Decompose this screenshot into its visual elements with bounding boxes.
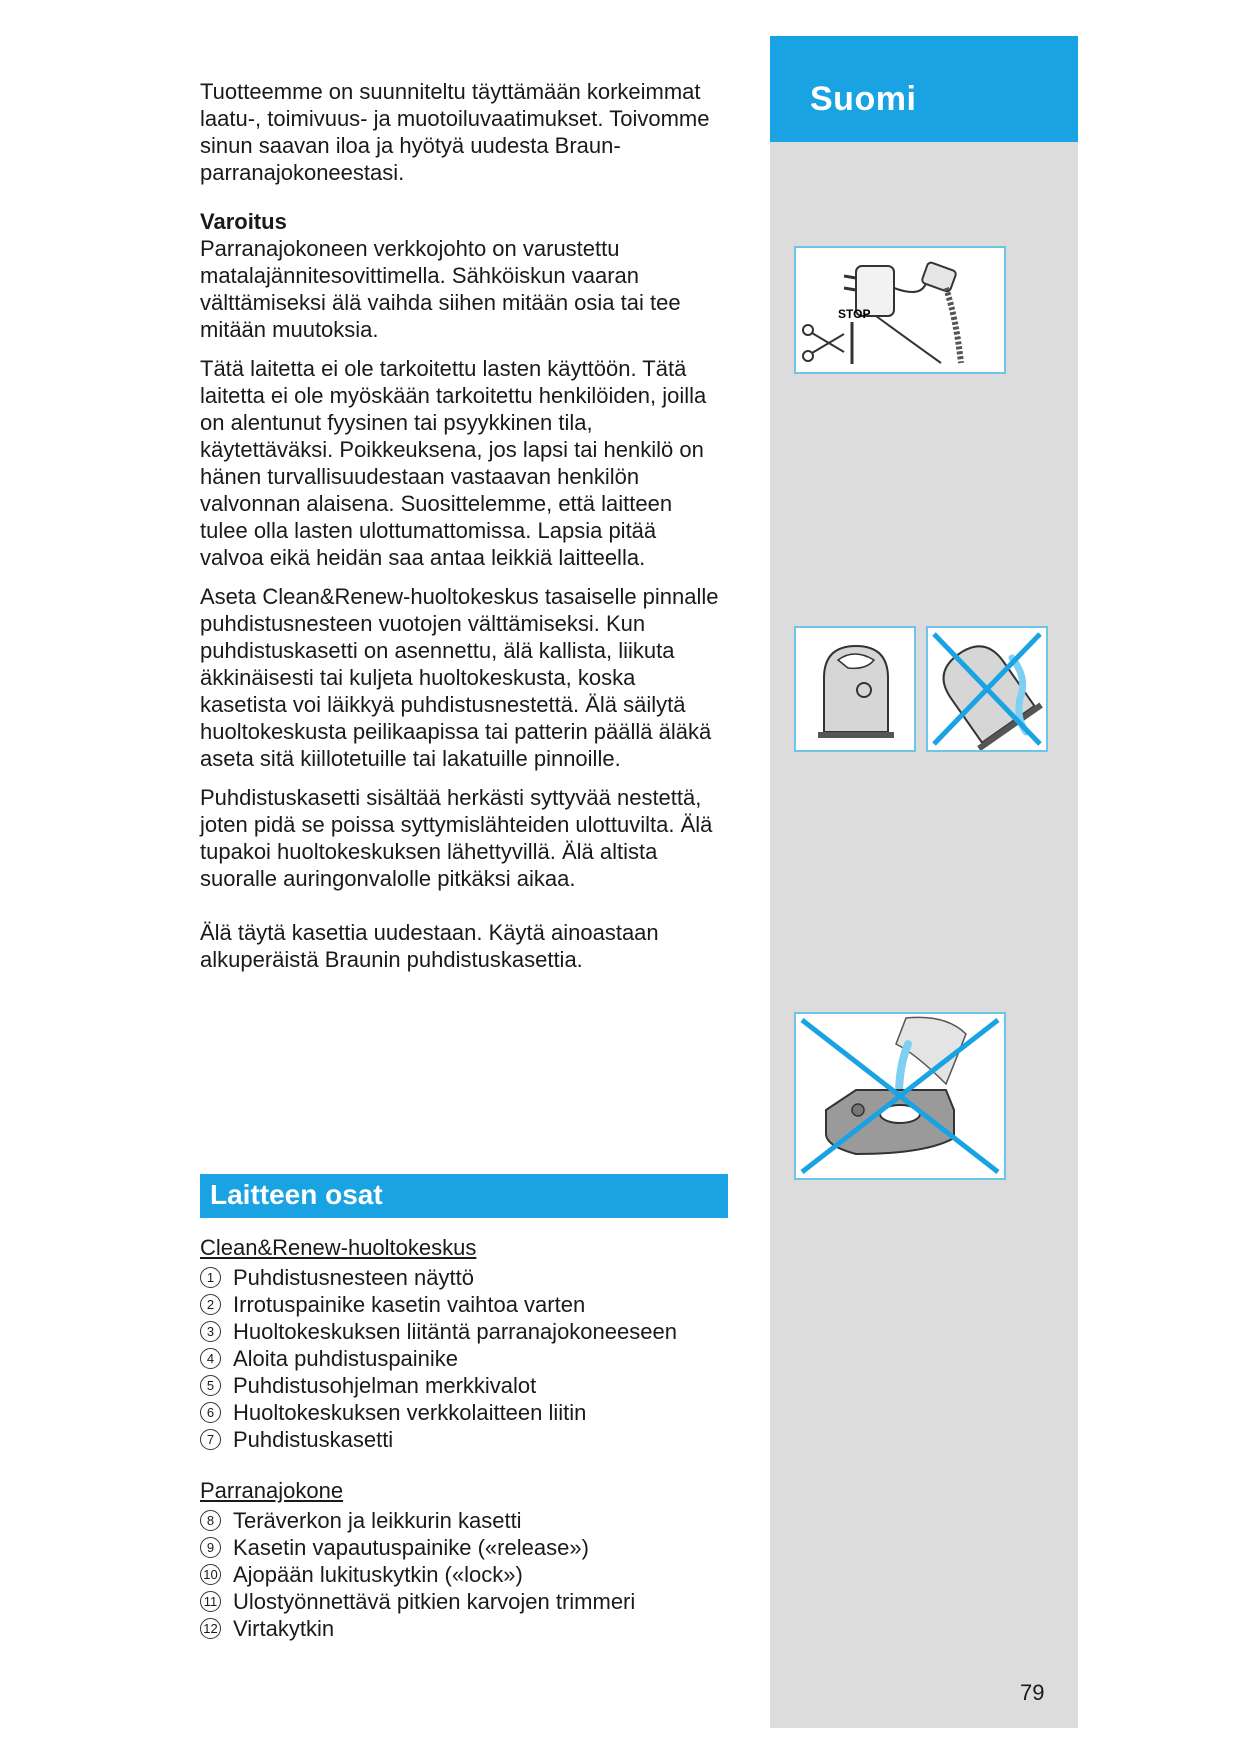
warning-paragraph-placement: Aseta Clean&Renew-huoltokeskus tasaiselle pinnalle puhdistusnesteen vuotojen välttämiseksi. Kun puhdistuskasetti on asennettu, älä kallista, liikuta äkkinäisesti tai kuljeta huoltokeskusta, koska kasetista voi läikkyä puhdistusnestettä. Älä säilytä huoltokeskusta peilikaapissa tai patterin päällä äläkä aseta sitä kiillotetuille tai lakatuille pinnoille. (200, 584, 719, 771)
list-item (200, 1372, 740, 1399)
sidebar (770, 36, 1078, 1728)
stop-label: STOP (838, 307, 871, 321)
list-item (200, 1318, 740, 1345)
item-number: 9 (200, 1537, 221, 1558)
main-text-column (200, 78, 740, 973)
list-item (200, 1507, 740, 1534)
list-item (200, 1426, 740, 1453)
shaver-parts-title: Parranajokone (200, 1478, 344, 1503)
item-number: 7 (200, 1429, 221, 1450)
station-parts-list (200, 1234, 740, 1453)
language-tab (770, 36, 1078, 142)
page-number: 79 (1020, 1680, 1045, 1705)
item-label: Puhdistusohjelman merkkivalot (233, 1373, 537, 1398)
illustration-station-tilted-forbidden (926, 626, 1048, 752)
warning-paragraph-cord: Parranajokoneen verkkojohto on varustettu matalajännitesovittimella. Sähköiskun vaaran välttämiseksi älä vaihda siihen mitään osia tai tee mitään muutoksia. (200, 236, 681, 342)
scissors-icon (803, 322, 852, 364)
section-title: Laitteen osat (210, 1179, 383, 1210)
intro-paragraph: Tuotteemme on suunniteltu täyttämään korkeimmat laatu-, toimivuus- ja muotoiluvaatimukset. Toivomme sinun saavan iloa ja hyötyä uudesta Braun-parranajokoneestasi. (200, 79, 710, 185)
item-label: Kasetin vapautuspainike («release») (233, 1535, 589, 1560)
item-number: 3 (200, 1321, 221, 1342)
warning-paragraph-flammable: Puhdistuskasetti sisältää herkästi syttyvää nestettä, joten pidä se poissa syttymislähteiden ulottuvilta. Älä tupakoi huoltokeskuksen lähettyvillä. Älä altista suoralle auringonvalolle pitkäksi aikaa. (200, 785, 713, 891)
item-number: 6 (200, 1402, 221, 1423)
plug-icon (796, 248, 1004, 372)
warning-paragraph-refill: Älä täytä kasettia uudestaan. Käytä ainoastaan alkuperäistä Braunin puhdistuskasettia. (200, 920, 659, 972)
item-number: 2 (200, 1294, 221, 1315)
item-number: 4 (200, 1348, 221, 1369)
item-label: Huoltokeskuksen verkkolaitteen liitin (233, 1400, 587, 1425)
item-number: 8 (200, 1510, 221, 1531)
cleaning-station-icon (796, 628, 914, 750)
list-item (200, 1615, 740, 1642)
item-label: Puhdistusnesteen näyttö (233, 1265, 474, 1290)
list-item (200, 1264, 740, 1291)
list-item (200, 1588, 740, 1615)
item-label: Huoltokeskuksen liitäntä parranajokoneeseen (233, 1319, 677, 1344)
item-number: 1 (200, 1267, 221, 1288)
item-number: 5 (200, 1375, 221, 1396)
item-number: 11 (200, 1591, 221, 1612)
item-label: Irrotuspainike kasetin vaihtoa varten (233, 1292, 586, 1317)
station-parts-title: Clean&Renew-huoltokeskus (200, 1235, 477, 1260)
list-item (200, 1345, 740, 1372)
list-item (200, 1291, 740, 1318)
item-label: Virtakytkin (233, 1616, 335, 1641)
item-label: Teräverkon ja leikkurin kasetti (233, 1508, 522, 1533)
warning-paragraph-children: Tätä laitetta ei ole tarkoitettu lasten käyttöön. Tätä laitetta ei ole myöskään tarkoitettu henkilöiden, joilla on alentunut fyysinen tai psyykkinen tila, käytettäväksi. Poikkeuksena, jos lapsi tai henkilö on hänen turvallisuudestaan vastaavan henkilön valvonnan alaisena. Suosittelemme, että laitteen tulee olla lasten ulottumattomissa. Lapsia pitää valvoa eikä heidän saa antaa leikkiä laitteella. (200, 356, 707, 570)
item-label: Puhdistuskasetti (233, 1427, 394, 1452)
no-refill-icon (796, 1014, 1004, 1178)
illustration-plug-no-modify (794, 246, 1006, 374)
item-label: Aloita puhdistuspainike (233, 1346, 459, 1371)
warning-heading: Varoitus (200, 209, 287, 234)
item-number: 10 (200, 1564, 221, 1585)
illustration-no-refill (794, 1012, 1006, 1180)
section-header-bar (200, 1174, 728, 1218)
illustration-station-upright (794, 626, 916, 752)
no-tilt-icon (928, 628, 1046, 750)
list-item (200, 1561, 740, 1588)
item-number: 12 (200, 1618, 221, 1639)
list-item (200, 1534, 740, 1561)
list-item (200, 1399, 740, 1426)
item-label: Ulostyönnettävä pitkien karvojen trimmeri (233, 1589, 636, 1614)
shaver-parts-list (200, 1477, 740, 1642)
item-label: Ajopään lukituskytkin («lock») (233, 1562, 523, 1587)
language-title: Suomi (810, 80, 917, 118)
